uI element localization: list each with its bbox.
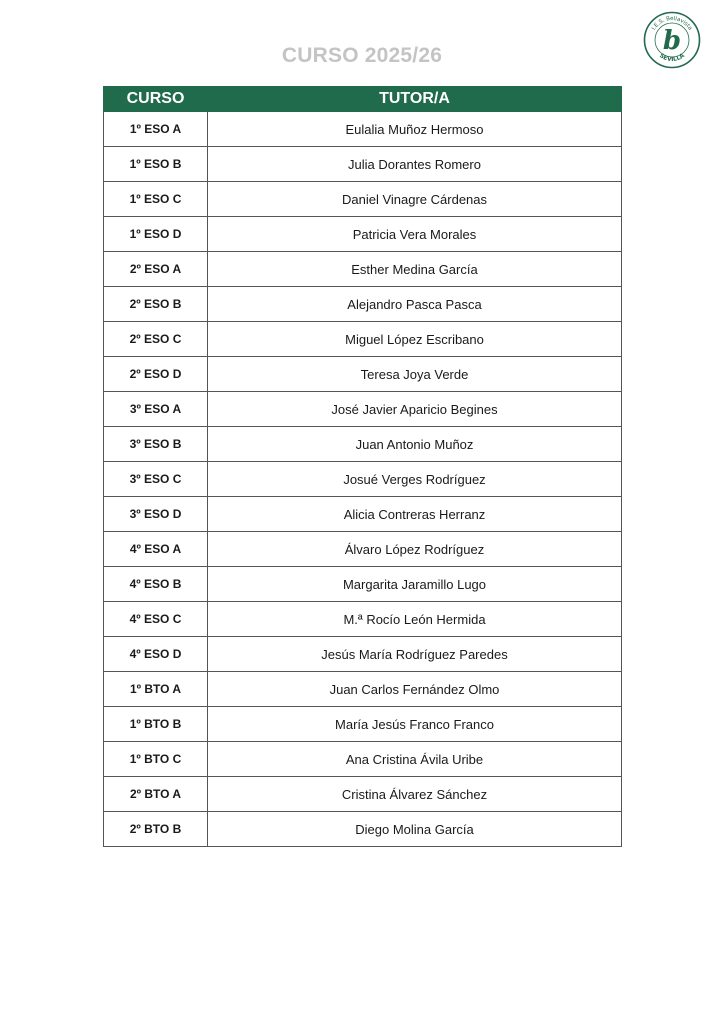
table-row — [104, 532, 622, 567]
curso-cell: 4º ESO C — [104, 602, 208, 637]
tutor-cell: Diego Molina García — [208, 812, 622, 847]
tutor-cell: Ana Cristina Ávila Uribe — [208, 742, 622, 777]
tutor-cell: Eulalia Muñoz Hermoso — [208, 112, 622, 147]
table-row — [104, 112, 622, 147]
tutor-cell: María Jesús Franco Franco — [208, 707, 622, 742]
table-row — [104, 567, 622, 602]
svg-text:SEVILLA: SEVILLA — [658, 52, 686, 64]
tutor-cell: Alicia Contreras Herranz — [208, 497, 622, 532]
svg-text:b: b — [662, 26, 682, 56]
tutor-cell: M.ª Rocío León Hermida — [208, 602, 622, 637]
tutor-cell: Jesús María Rodríguez Paredes — [208, 637, 622, 672]
table-row — [104, 357, 622, 392]
curso-cell: 1º ESO C — [104, 182, 208, 217]
tutor-cell: Miguel López Escribano — [208, 322, 622, 357]
table-header-row — [104, 87, 622, 112]
tutor-cell: Margarita Jaramillo Lugo — [208, 567, 622, 602]
table-row — [104, 322, 622, 357]
tutor-cell: José Javier Aparicio Begines — [208, 392, 622, 427]
tutor-cell: Juan Carlos Fernández Olmo — [208, 672, 622, 707]
curso-cell: 4º ESO D — [104, 637, 208, 672]
curso-cell: 3º ESO A — [104, 392, 208, 427]
curso-cell: 2º BTO B — [104, 812, 208, 847]
curso-cell: 2º ESO D — [104, 357, 208, 392]
column-header-tutor: TUTOR/A — [208, 87, 622, 112]
tutor-cell: Esther Medina García — [208, 252, 622, 287]
table-row — [104, 812, 622, 847]
tutor-cell: Alejandro Pasca Pasca — [208, 287, 622, 322]
tutor-cell: Álvaro López Rodríguez — [208, 532, 622, 567]
curso-cell: 3º ESO D — [104, 497, 208, 532]
tutor-cell: Josué Verges Rodríguez — [208, 462, 622, 497]
table-row — [104, 497, 622, 532]
curso-cell: 2º BTO A — [104, 777, 208, 812]
curso-cell: 3º ESO C — [104, 462, 208, 497]
curso-cell: 1º ESO A — [104, 112, 208, 147]
curso-cell: 2º ESO A — [104, 252, 208, 287]
tutor-cell: Teresa Joya Verde — [208, 357, 622, 392]
curso-cell: 1º ESO D — [104, 217, 208, 252]
curso-cell: 2º ESO B — [104, 287, 208, 322]
tutor-cell: Cristina Álvarez Sánchez — [208, 777, 622, 812]
page-title: CURSO 2025/26 — [281, 44, 443, 67]
school-crest-icon — [643, 11, 701, 69]
tutor-table — [103, 86, 622, 847]
tutor-cell: Julia Dorantes Romero — [208, 147, 622, 182]
curso-cell: 2º ESO C — [104, 322, 208, 357]
curso-cell: 4º ESO A — [104, 532, 208, 567]
table-row — [104, 637, 622, 672]
curso-cell: 1º BTO A — [104, 672, 208, 707]
curso-cell: 1º BTO C — [104, 742, 208, 777]
table-row — [104, 462, 622, 497]
curso-cell: 1º ESO B — [104, 147, 208, 182]
curso-cell: 1º BTO B — [104, 707, 208, 742]
table-row — [104, 182, 622, 217]
table-row — [104, 217, 622, 252]
column-header-curso: CURSO — [104, 87, 208, 112]
table-row — [104, 287, 622, 322]
table-row — [104, 777, 622, 812]
tutor-cell: Patricia Vera Morales — [208, 217, 622, 252]
table-row — [104, 392, 622, 427]
table-row — [104, 427, 622, 462]
tutor-cell: Daniel Vinagre Cárdenas — [208, 182, 622, 217]
table-row — [104, 672, 622, 707]
table-row — [104, 147, 622, 182]
tutor-cell: Juan Antonio Muñoz — [208, 427, 622, 462]
table-row — [104, 707, 622, 742]
table-row — [104, 602, 622, 637]
curso-cell: 4º ESO B — [104, 567, 208, 602]
svg-text:I.E.S. Bellavista: I.E.S. Bellavista — [651, 15, 693, 32]
table-row — [104, 742, 622, 777]
table-row — [104, 252, 622, 287]
curso-cell: 3º ESO B — [104, 427, 208, 462]
